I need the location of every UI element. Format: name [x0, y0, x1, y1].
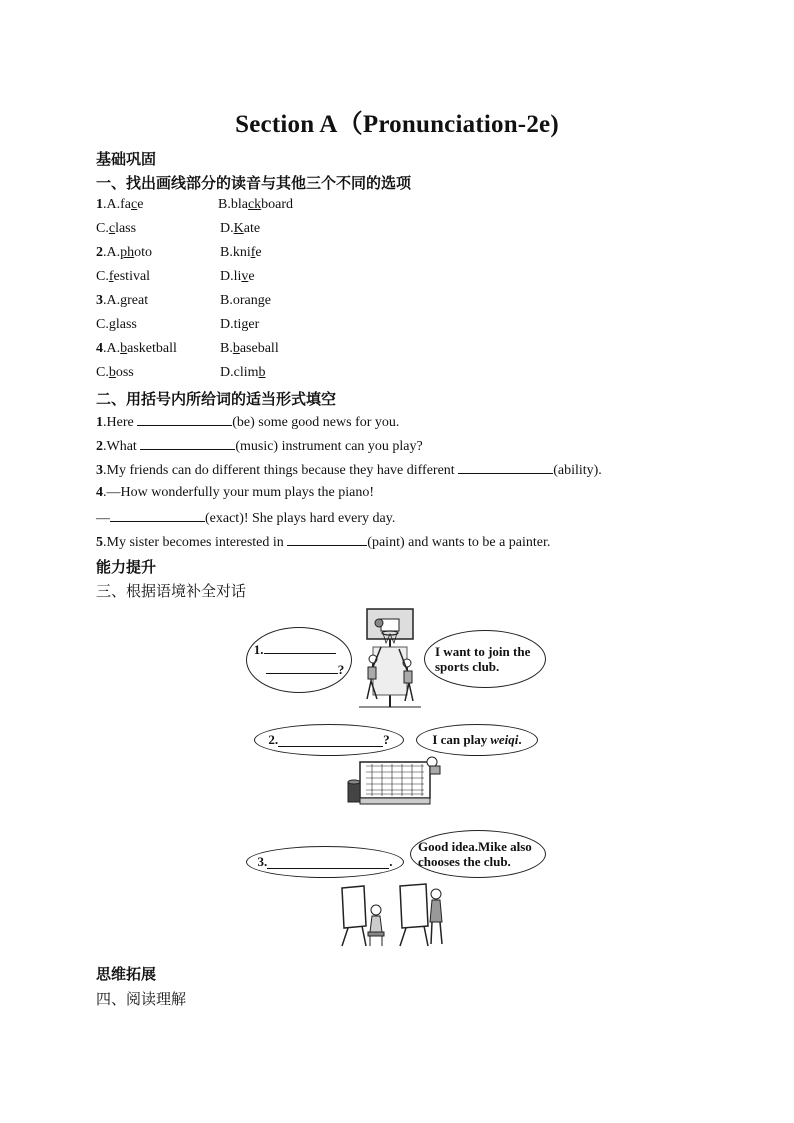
basketball-players-illustration — [355, 607, 425, 712]
list-item: 1.A.face — [96, 197, 144, 212]
list-item: D.tiger — [220, 317, 260, 332]
list-item: — (exact)! She plays hard every day. — [96, 511, 396, 526]
answer-blank[interactable] — [458, 461, 553, 474]
list-item: 2.A.photo — [96, 245, 153, 260]
answer-blank[interactable] — [278, 734, 383, 747]
list-item: C.class — [96, 221, 137, 236]
section-extend-heading: 思维拓展 — [96, 965, 157, 983]
part1-heading: 一、找出画线部分的读音与其他三个不同的选项 — [96, 174, 412, 192]
list-item: C.glass — [96, 317, 137, 332]
painting-children-illustration — [336, 880, 456, 950]
list-item: 4.—How wonderfully your mum plays the piano! — [96, 485, 375, 500]
dialog-bubble-2: 2. ? — [254, 724, 404, 756]
list-item: C.festival — [96, 269, 151, 284]
part3-heading: 三、根据语境补全对话 — [96, 582, 247, 600]
list-item: D.Kate — [220, 221, 261, 236]
list-item: B.orange — [220, 293, 271, 308]
list-item: 4.A.basketball — [96, 341, 177, 356]
answer-blank[interactable] — [267, 856, 389, 869]
list-item: 2.What (music) instrument can you play? — [96, 439, 423, 454]
list-item: C.boss — [96, 365, 134, 380]
list-item: 5.My sister becomes interested in (paint) and wants to be a painter. — [96, 535, 551, 550]
section-basic-heading: 基础巩固 — [96, 150, 157, 168]
list-item: 3.A.great — [96, 293, 149, 308]
list-item: B.baseball — [220, 341, 279, 356]
dialog-bubble-reply-1: I want to join the sports club. — [424, 630, 546, 688]
list-item: B.knife — [220, 245, 262, 260]
answer-blank[interactable] — [287, 533, 367, 546]
answer-blank[interactable] — [266, 661, 338, 674]
list-item: B.blackboard — [218, 197, 294, 212]
dialog-bubble-reply-2: I can play weiqi . — [416, 724, 538, 756]
dialog-bubble-reply-3: Good idea.Mike also chooses the club. — [410, 830, 546, 878]
answer-blank[interactable] — [137, 413, 232, 426]
part4-heading: 四、阅读理解 — [96, 990, 187, 1008]
dialog-bubble-1: 1. ? — [246, 627, 352, 693]
list-item: D.climb — [220, 365, 266, 380]
list-item: D.live — [220, 269, 255, 284]
part2-heading: 二、用括号内所给词的适当形式填空 — [96, 390, 337, 408]
section-ability-heading: 能力提升 — [96, 558, 157, 576]
page-title: Section A（Pronunciation-2e) — [235, 111, 559, 138]
answer-blank[interactable] — [110, 509, 205, 522]
dialog-bubble-3: 3. . — [246, 846, 404, 878]
answer-blank[interactable] — [264, 641, 336, 654]
list-item: 1.Here (be) some good news for you. — [96, 415, 400, 430]
list-item: 3.My friends can do different things because they have different (ability). — [96, 463, 602, 478]
weiqi-board-illustration — [346, 756, 442, 811]
answer-blank[interactable] — [140, 437, 235, 450]
